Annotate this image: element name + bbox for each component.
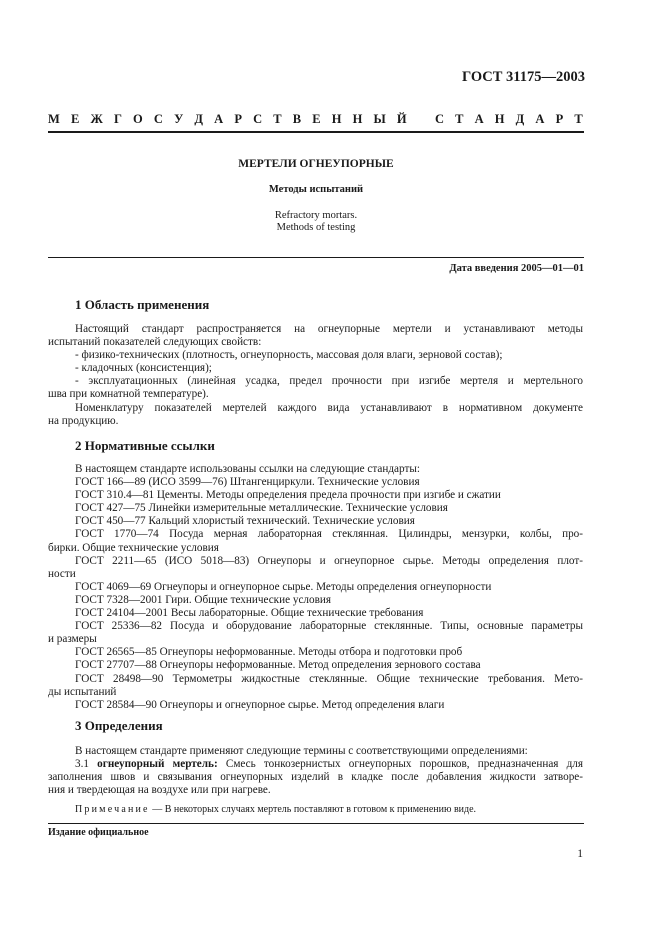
section-2-heading: 2 Нормативные ссылки: [75, 438, 215, 453]
banner-letter: В: [292, 112, 302, 126]
standard-code: ГОСТ 31175—2003: [461, 69, 585, 85]
banner-letter: А: [474, 112, 484, 126]
reference-line: ГОСТ 7328—2001 Гири. Общие технические условия: [75, 593, 332, 606]
term: огнеупорный мертель:: [97, 758, 218, 771]
footer-rule: [48, 823, 584, 824]
banner-letter: Д: [515, 112, 525, 126]
text-line: - кладочных (консистенция);: [75, 362, 212, 375]
banner-word-gap: [418, 112, 424, 127]
banner-letter: Р: [555, 112, 564, 126]
text-line: Номенклатуру показателей мертелей каждого вида устанавливают в нормативном документе: [75, 401, 583, 414]
banner-letter: Д: [194, 112, 204, 126]
english-title-line: Refractory mortars.: [274, 210, 358, 221]
section-1-body: [48, 323, 583, 428]
banner-letter: С: [434, 112, 444, 126]
reference-line: ды испытаний: [48, 685, 117, 698]
document-title: МЕРТЕЛИ ОГНЕУПОРНЫЕ: [238, 158, 394, 170]
note-text: — В некоторых случаях мертель поставляют в готовом к применению виде.: [152, 804, 477, 815]
section-3-body: [48, 745, 583, 797]
note-label: Примечание: [75, 804, 150, 815]
banner-letter: Г: [113, 112, 122, 126]
text-line: испытаний показателей следующих свойств:: [48, 336, 262, 349]
definition-line: [48, 758, 583, 771]
reference-line: ГОСТ 450—77 Кальций хлористый технический. Технические условия: [75, 515, 415, 528]
banner-letter: А: [214, 112, 224, 126]
reference-line: ГОСТ 2211—65 (ИСО 5018—83) Огнеупоры и огнеупорное сырье. Методы определения плот-: [75, 554, 583, 567]
banner-letter: Ы: [373, 112, 386, 126]
reference-line: ГОСТ 427—75 Линейки измерительные металлические. Технические условия: [75, 502, 448, 515]
introduction-date: Дата введения 2005—01—01: [449, 263, 584, 274]
document-subtitle: Методы испытаний: [268, 184, 364, 195]
banner-letter: Е: [70, 112, 80, 126]
page-number: 1: [577, 848, 583, 860]
section-3-heading: 3 Определения: [75, 718, 163, 733]
banner-letter: Ж: [90, 112, 103, 126]
term-number: 3.1: [75, 758, 89, 771]
text-line: на продукцию.: [48, 414, 119, 427]
reference-line: ГОСТ 25336—82 Посуда и оборудование лабораторные стеклянные. Типы, основные параметры: [75, 620, 583, 633]
banner-letter: Т: [273, 112, 282, 126]
banner-letter: Н: [494, 112, 505, 126]
reference-line: ГОСТ 24104—2001 Весы лабораторные. Общие технические требования: [75, 607, 424, 620]
reference-line: бирки. Общие технические условия: [48, 541, 219, 554]
banner-letter: Н: [352, 112, 363, 126]
reference-line: ГОСТ 28498—90 Термометры жидкостные стеклянные. Общие технические требования. Мето-: [75, 672, 583, 685]
banner-letter: О: [133, 112, 143, 126]
note: [75, 804, 476, 815]
reference-line: ГОСТ 26565—85 Огнеупоры неформованные. Методы отбора и подготовки проб: [75, 646, 463, 659]
reference-line: ГОСТ 1770—74 Посуда мерная лабораторная стеклянная. Цилиндры, мензурки, колбы, про-: [75, 528, 583, 541]
text-line: В настоящем стандарте использованы ссылки на следующие стандарты:: [75, 463, 420, 475]
section-2-body: [48, 463, 583, 712]
reference-line: ГОСТ 27707—88 Огнеупоры неформованные. Метод определения зернового состава: [75, 659, 481, 672]
definition-line: ния и твердеющая на воздухе или при нагреве.: [48, 784, 271, 797]
banner-letter: Н: [331, 112, 342, 126]
interstate-standard-banner: [48, 112, 583, 127]
text-line: Настоящий стандарт распространяется на огнеупорные мертели и устанавливают методы: [75, 323, 583, 335]
edition-label: Издание официальное: [48, 827, 149, 838]
reference-line: ГОСТ 166—89 (ИСО 3599—76) Штангенциркули. Технические условия: [75, 476, 420, 489]
banner-letter: С: [153, 112, 163, 126]
title-rule: [48, 257, 584, 258]
section-1-heading: 1 Область применения: [75, 297, 210, 312]
english-title: [48, 210, 584, 234]
reference-line: ности: [48, 567, 76, 580]
banner-letter: Т: [574, 112, 583, 126]
text-line: В настоящем стандарте применяют следующие термины с соответствующими определениями:: [75, 745, 528, 757]
banner-letter: Е: [312, 112, 321, 126]
text-line: шва при комнатной температуре).: [48, 388, 209, 401]
reference-line: ГОСТ 310.4—81 Цементы. Методы определения предела прочности при изгибе и сжатии: [75, 489, 501, 502]
banner-letter: У: [174, 112, 184, 126]
banner-letter: С: [253, 112, 263, 126]
reference-line: ГОСТ 4069—69 Огнеупоры и огнеупорное сырье. Методы определения огнеупорности: [75, 580, 492, 593]
reference-line: и размеры: [48, 633, 97, 646]
definition-text: Смесь тонкозернистых огнеупорных порошков, предназначенная для: [225, 758, 583, 771]
banner-letter: Т: [455, 112, 464, 126]
definition-line: заполнения швов и связывания огнеупорных изделий в кладке после добавления жидкости затворе-: [48, 771, 583, 784]
banner-letter: Р: [234, 112, 242, 126]
header-rule: [48, 131, 584, 133]
banner-letter: М: [48, 112, 60, 126]
banner-letter: А: [535, 112, 545, 126]
english-title-line: Methods of testing: [276, 222, 356, 233]
text-line: - физико-технических (плотность, огнеупорность, массовая доля влаги, зерновой состав);: [75, 349, 503, 362]
text-line: - эксплуатационных (линейная усадка, предел прочности при изгибе мертеля и мертельного: [75, 375, 583, 388]
banner-letter: Й: [396, 112, 407, 126]
reference-line: ГОСТ 28584—90 Огнеупоры и огнеупорное сырье. Метод определения влаги: [75, 698, 445, 711]
